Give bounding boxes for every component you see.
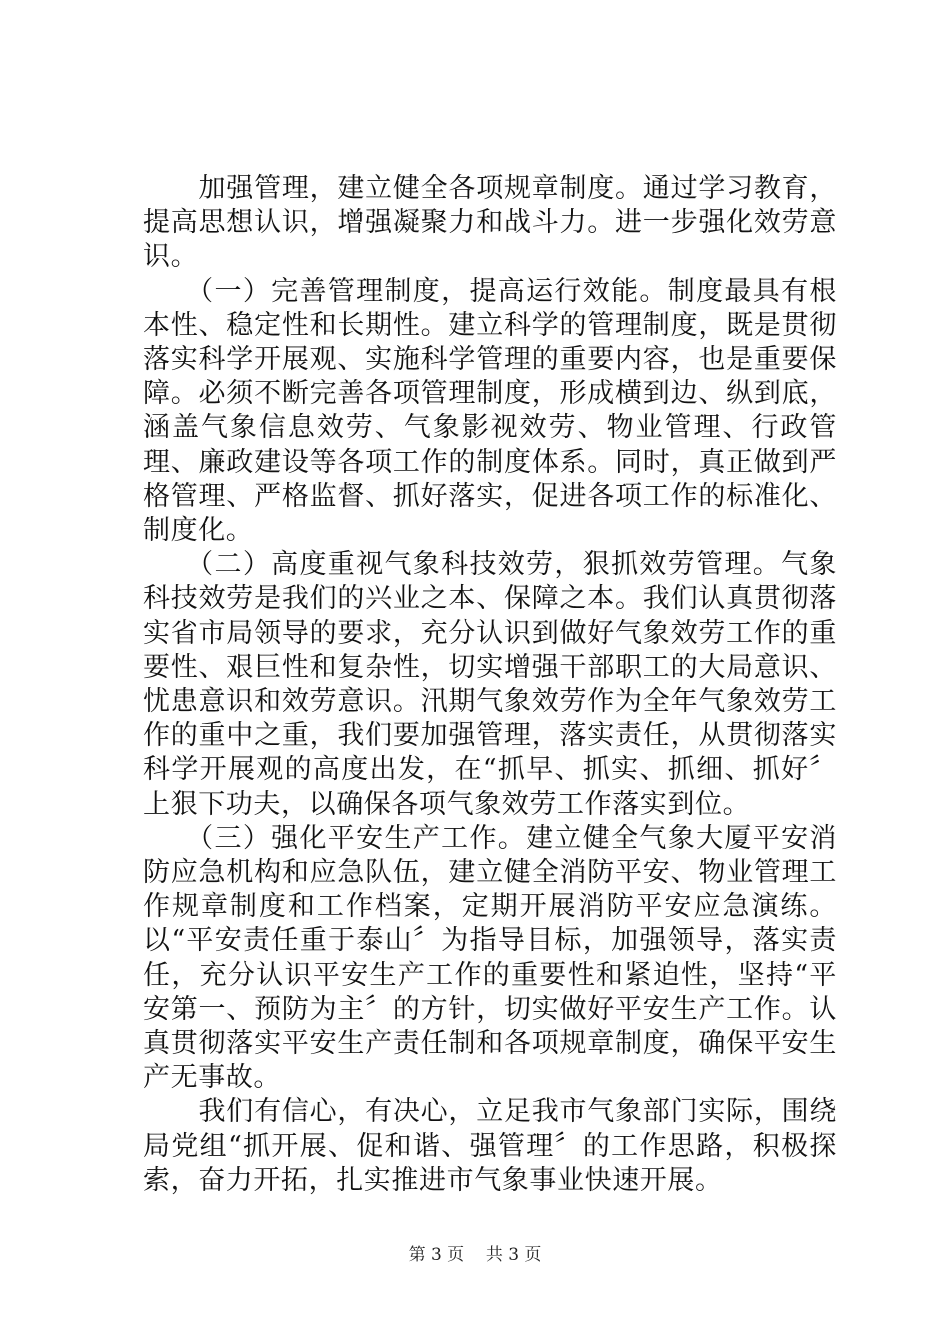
paragraph-conclusion: 我们有信心，有决心，立足我市气象部门实际，围绕局党组“抓开展、促和谐、强管理〞的工作思路，积极探索，奋力开拓，扎实推进市气象事业快速开展。: [143, 1096, 837, 1196]
paragraph-intro: 加强管理，建立健全各项规章制度。通过学习教育，提高思想认识，增强凝聚力和战斗力。进一步强化效劳意识。: [143, 173, 837, 273]
document-body: [143, 172, 837, 1198]
paragraph-section-1: （一）完善管理制度，提高运行效能。制度最具有根本性、稳定性和长期性。建立科学的管理制度，既是贯彻落实科学开展观、实施科学管理的重要内容，也是重要保障。必须不断完善各项管理制度，形成横到边、纵到底，涵盖气象信息效劳、气象影视效劳、物业管理、行政管理、廉政建设等各项工作的制度体系。同时，真正做到严格管理、严格监督、抓好落实，促进各项工作的标准化、制度化。: [143, 275, 837, 547]
page-total: 共 3 页: [485, 1245, 542, 1265]
paragraph-section-3: （三）强化平安生产工作。建立健全气象大厦平安消防应急机构和应急队伍，建立健全消防平安、物业管理工作规章制度和工作档案，定期开展消防平安应急演练。以“平安责任重于泰山〞为指导目标，加强领导，落实责任，充分认识平安生产工作的重要性和紧迫性，坚持“平安第一、预防为主〞的方针，切实做好平安生产工作。认真贯彻落实平安生产责任制和各项规章制度，确保平安生产无事故。: [143, 822, 837, 1094]
page-footer: [0, 1244, 950, 1266]
footer-spacer: [470, 1245, 481, 1265]
paragraph-section-2: （二）高度重视气象科技效劳，狠抓效劳管理。气象科技效劳是我们的兴业之本、保障之本。我们认真贯彻落实省市局领导的要求，充分认识到做好气象效劳工作的重要性、艰巨性和复杂性，切实增强干部职工的大局意识、忧患意识和效劳意识。汛期气象效劳作为全年气象效劳工作的重中之重，我们要加强管理，落实责任，从贯彻落实科学开展观的高度出发，在“抓早、抓实、抓细、抓好〞上狠下功夫，以确保各项气象效劳工作落实到位。: [143, 549, 837, 820]
page-number: 第 3 页: [408, 1245, 465, 1265]
